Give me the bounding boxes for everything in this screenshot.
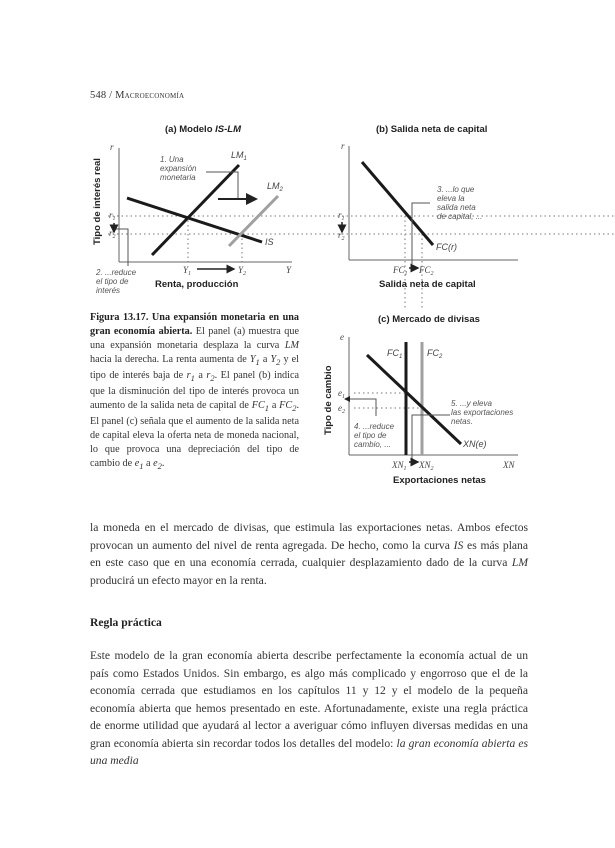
panel-a-y-label: Tipo de interés real: [92, 158, 103, 245]
paragraph-1: la moneda en el mercado de divisas, que estimula las exportaciones netas. Ambos efectos provocan un aumento del nivel de renta agregada. De hecho, como la curva IS es más plana en este caso que en una economía cerrada, cualquier desplazamiento dado de la curva LM producirá un efecto mayor en la renta.: [90, 521, 528, 587]
panel-c-y-label: Tipo de cambio: [323, 365, 334, 435]
running-head-separator: /: [106, 90, 116, 101]
fc-curve-label: FC(r): [436, 242, 457, 252]
note5-leader: [412, 415, 450, 461]
figure-caption: Figura 13.17. Una expansión monetaria en una gran economía abierta. El panel (a) muestra que una expansión monetaria desplaza la curva LM hacia la derecha. La renta aumenta de $Y_1$ a $Y_2$ y el tipo de interés baja de $r_1$ a $r_2$. El panel (b) indica que la disminución del tipo de interés provoca un aumento de la salida neta de capital de $FC_1$ a $FC_2$. El panel (c) señala que el aumento de la salida neta de capital eleva la oferta neta de moneda nacional, lo que provoca una depreciación del tipo de cambio de $e_1$ a $e_2$.: [90, 312, 300, 472]
lm2-label: $LM_2$: [267, 181, 283, 193]
xn-curve-label: XN(e): [463, 439, 487, 449]
fc2-tick: $FC_2$: [419, 265, 434, 277]
panel-a-title: (a) Modelo IS-LM: [165, 124, 241, 135]
svg-text:4. ...reduce: 4. ...reduce: [354, 422, 395, 431]
panel-b-title: (b) Salida neta de capital: [376, 124, 488, 135]
panel-c-title: (c) Mercado de divisas: [378, 314, 480, 325]
note3: [437, 185, 482, 221]
svg-text:de capital, ...: de capital, ...: [437, 212, 483, 221]
svg-text:monetaria: monetaria: [160, 173, 196, 182]
svg-text:5. ...y eleva: 5. ...y eleva: [451, 399, 492, 408]
paragraph-2: Este modelo de la gran economía abierta describe perfectamente la economía actual de un país como Estados Unidos. Sin embargo, es algo más complicado y engorroso que el de la economía cerrada que estudiamos en los capítulos 11 y 12 y el modelo de la pequeña economía abierta que hemos presentado en este. Afortunadamente, existe una regla práctica de enorme utilidad que ayudará al lector a averiguar cómo influyen diversas medidas en una gran economía abierta sin recordar todos los detalles del modelo: la gran economía abierta es una media: [90, 649, 528, 767]
panel-a-x-symbol: Y: [286, 265, 292, 275]
panel-a-r2: $r_2$: [109, 228, 116, 240]
note4: [354, 422, 395, 449]
note2: [95, 268, 137, 295]
panel-c: [323, 314, 518, 486]
note4-leader: [345, 399, 376, 416]
section-heading: Regla práctica: [90, 616, 162, 629]
panel-b-x-label: Salida neta de capital: [379, 279, 476, 290]
note5: [451, 399, 513, 426]
page-number: 548: [90, 90, 107, 101]
e1-tick: $e_1$: [338, 388, 345, 400]
fc2-vertical-label: $FC_2$: [427, 348, 443, 360]
e2-tick: $e_2$: [338, 403, 345, 415]
xn1-tick: $XN_1$: [392, 460, 407, 472]
lm1-label: $LM_1$: [231, 150, 247, 162]
panel-a-y1: $Y_1$: [183, 265, 192, 277]
caption-label: Figura 13.17. Una expansión monetaria en una gran economía abierta.: [90, 312, 299, 337]
svg-text:1. Una: 1. Una: [160, 155, 184, 164]
svg-text:el tipo de: el tipo de: [354, 431, 387, 440]
svg-text:el tipo de: el tipo de: [96, 277, 129, 286]
note2-leader: [115, 229, 128, 266]
svg-text:expansión: expansión: [160, 164, 197, 173]
panel-b-r1: $r_1$: [338, 210, 345, 222]
xn2-tick: $XN_2$: [419, 460, 434, 472]
panel-c-x-label: Exportaciones netas: [393, 475, 486, 486]
panel-c-y-symbol: e: [340, 332, 344, 342]
svg-text:netas.: netas.: [451, 417, 473, 426]
book-title: Macroeconomía: [115, 90, 185, 101]
svg-text:salida neta: salida neta: [437, 203, 476, 212]
svg-text:3. ...lo que: 3. ...lo que: [437, 185, 475, 194]
svg-text:2. ...reduce: 2. ...reduce: [96, 268, 137, 277]
panel-a-x-label: Renta, producción: [155, 279, 239, 290]
fc1-vertical-label: $FC_1$: [387, 348, 403, 360]
panel-c-x-symbol: XN: [503, 460, 515, 470]
svg-text:cambio, ...: cambio, ...: [354, 440, 391, 449]
svg-text:interés: interés: [96, 286, 121, 295]
is-curve: [127, 198, 262, 242]
note1: [160, 155, 197, 182]
panel-a-y2: $Y_2$: [238, 265, 247, 277]
panel-a-y-symbol: r: [110, 142, 114, 152]
fc1-tick: $FC_1$: [393, 265, 408, 277]
panel-b-r2: $r_2$: [338, 230, 345, 242]
svg-text:las exportaciones: las exportaciones: [451, 408, 514, 417]
panel-a-r1: $r_1$: [109, 210, 116, 222]
svg-text:eleva la: eleva la: [437, 194, 465, 203]
is-label: IS: [265, 237, 274, 247]
panel-a: [92, 124, 615, 295]
panel-b-y-symbol: r: [341, 141, 345, 151]
